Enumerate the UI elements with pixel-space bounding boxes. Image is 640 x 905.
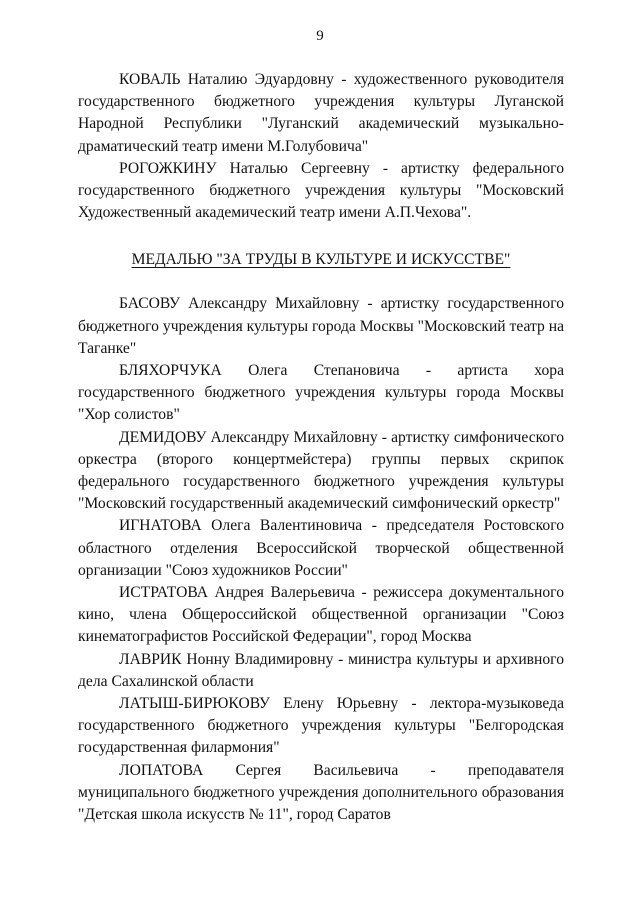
award-entry-basova: БАСОВУ Александру Михайловну - артистку государственного бюджетного учреждения культуры города Москвы "Московский театр на Таганке"	[78, 295, 564, 357]
award-entry-demidova: ДЕМИДОВУ Александру Михайловну - артистку симфонического оркестра (второго концертмейстера) группы первых скрипок федерального государственного бюджетного учреждения культуры "Московский государственный академический симфонический оркестр"	[78, 428, 564, 513]
award-entry-ignatov: ИГНАТОВА Олега Валентиновича - председателя Ростовского областного отделения Всероссийской творческой общественной организации "Союз художников России"	[78, 517, 564, 579]
award-entry-istratov: ИСТРАТОВА Андрея Валерьевича - режиссера документального кино, члена Общероссийской общественной организации "Союз кинематографистов Российской Федерации", город Москва	[78, 584, 564, 646]
award-entry-lopatov: ЛОПАТОВА Сергея Васильевича - преподавателя муниципального бюджетного учреждения дополнительного образования "Детская школа искусств № 11", город Саратов	[78, 761, 564, 824]
section-heading: МЕДАЛЬЮ "ЗА ТРУДЫ В КУЛЬТУРЕ И ИСКУССТВЕ"	[131, 251, 511, 269]
award-entry-blyakhorchuk: БЛЯХОРЧУКА Олега Степановича - артиста хора государственного бюджетного учреждения культуры города Москвы "Хор солистов"	[78, 362, 564, 424]
award-entry-rogozhkina: РОГОЖКИНУ Наталью Сергеевну - артистку федерального государственного бюджетного учреждения культуры "Московский Художественный академический театр имени А.П.Чехова".	[78, 159, 564, 222]
award-entry-koval: КОВАЛЬ Наталию Эдуардовну - художественного руководителя государственного бюджетного учреждения культуры Луганской Народной Республики "Луганский академический музыкально-драматический театр имени М.Голубовича"	[78, 71, 564, 155]
document-body	[78, 69, 564, 826]
page-number: 9	[316, 28, 324, 44]
award-entry-lavrik: ЛАВРИК Нонну Владимировну - министра культуры и архивного дела Сахалинской области	[78, 650, 564, 690]
award-entry-latysh-biryukova: ЛАТЫШ-БИРЮКОВУ Елену Юрьевну - лектора-музыковеда государственного бюджетного учреждения культуры "Белгородская государственная филармония"	[78, 695, 564, 757]
